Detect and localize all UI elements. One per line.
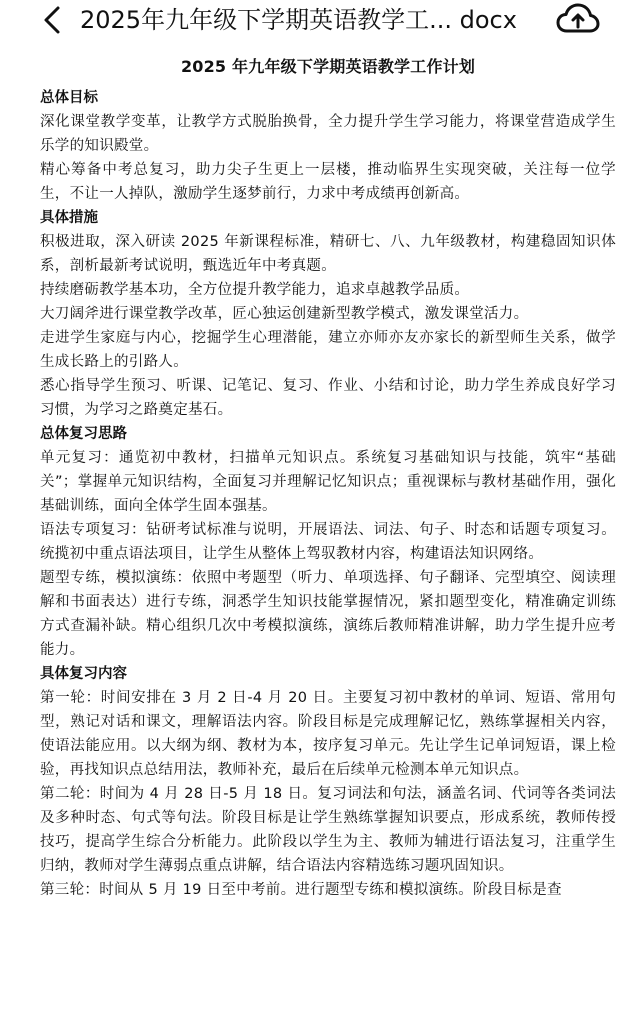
- section-specific-measures: [40, 206, 616, 422]
- document-body: [40, 52, 616, 902]
- paragraph: 悉心指导学生预习、听课、记笔记、复习、作业、小结和讨论，助力学生养成良好学习习惯，为学习之路奠定基石。: [40, 378, 616, 418]
- paragraph: 第一轮：时间安排在 3 月 2 日-4 月 20 日。主要复习初中教材的单词、短语、常用句型，熟记对话和课文，理解语法内容。阶段目标是完成理解记忆，熟练掌握相关内容，使语法能应用。以大纲为纲、教材为本，按序复习单元。先让学生记单词短语，课上检验，再找知识点总结用法，教师补充，最后在后续单元检测本单元知识点。: [40, 690, 616, 778]
- paragraph: 单元复习：通览初中教材，扫描单元知识点。系统复习基础知识与技能，筑牢“基础关”；掌握单元知识结构，全面复习并理解记忆知识点；重视课标与教材基础作用，强化基础训练，面向全体学生固本强基。: [40, 450, 616, 514]
- section-overall-goals: [40, 86, 616, 206]
- back-button[interactable]: [38, 4, 68, 36]
- paragraph: 走进学生家庭与内心，挖掘学生心理潜能，建立亦师亦友亦家长的新型师生关系，做学生成长路上的引路人。: [40, 330, 616, 370]
- top-bar: [0, 0, 640, 44]
- section-heading: 具体措施: [40, 210, 98, 226]
- paragraph: 语法专项复习：钻研考试标准与说明，开展语法、词法、句子、时态和话题专项复习。统揽初中重点语法项目，让学生从整体上驾驭教材内容，构建语法知识网络。: [40, 522, 616, 562]
- paragraph: 大刀阔斧进行课堂教学改革，匠心独运创建新型教学模式，激发课堂活力。: [40, 306, 529, 322]
- paragraph: 精心筹备中考总复习，助力尖子生更上一层楼，推动临界生实现突破，关注每一位学生，不让一人掉队，激励学生逐梦前行，力求中考成绩再创新高。: [40, 162, 616, 202]
- section-review-approach: [40, 422, 616, 662]
- section-heading: 总体复习思路: [40, 426, 127, 442]
- chevron-left-icon: [38, 4, 68, 36]
- cloud-upload-icon: [556, 2, 600, 36]
- paragraph: 积极进取，深入研读 2025 年新课程标准，精研七、八、九年级教材，构建稳固知识体系，剖析最新考试说明，甄选近年中考真题。: [40, 234, 616, 274]
- section-review-content: [40, 662, 616, 902]
- section-heading: 具体复习内容: [40, 666, 127, 682]
- paragraph: 题型专练，模拟演练：依照中考题型（听力、单项选择、句子翻译、完型填空、阅读理解和书面表达）进行专练，洞悉学生知识技能掌握情况，紧扣题型变化，精准确定训练方式查漏补缺。精心组织几次中考模拟演练，演练后教师精准讲解，助力学生提升应考能力。: [40, 570, 616, 658]
- document-title: 2025 年九年级下学期英语教学工作计划: [180, 57, 476, 76]
- file-title: 2025年九年级下学期英语教学工... docx: [80, 6, 517, 34]
- paragraph: 第二轮：时间为 4 月 28 日-5 月 18 日。复习词法和句法，涵盖名词、代词等各类词法及多种时态、句式等句法。阶段目标是让学生熟练掌握知识要点，形成系统，教师传授技巧，提高学生综合分析能力。此阶段以学生为主、教师为辅进行语法复习，注重学生归纳，教师对学生薄弱点重点讲解，结合语法内容精选练习题巩固知识。: [40, 786, 616, 874]
- cloud-upload-button[interactable]: [556, 2, 600, 36]
- paragraph: 第三轮：时间从 5 月 19 日至中考前。进行题型专练和模拟演练。阶段目标是查: [40, 882, 562, 898]
- paragraph: 深化课堂教学变革，让教学方式脱胎换骨，全力提升学生学习能力，将课堂营造成学生乐学的知识殿堂。: [40, 114, 616, 154]
- paragraph: 持续磨砺教学基本功，全方位提升教学能力，追求卓越教学品质。: [40, 282, 470, 298]
- section-heading: 总体目标: [40, 90, 98, 106]
